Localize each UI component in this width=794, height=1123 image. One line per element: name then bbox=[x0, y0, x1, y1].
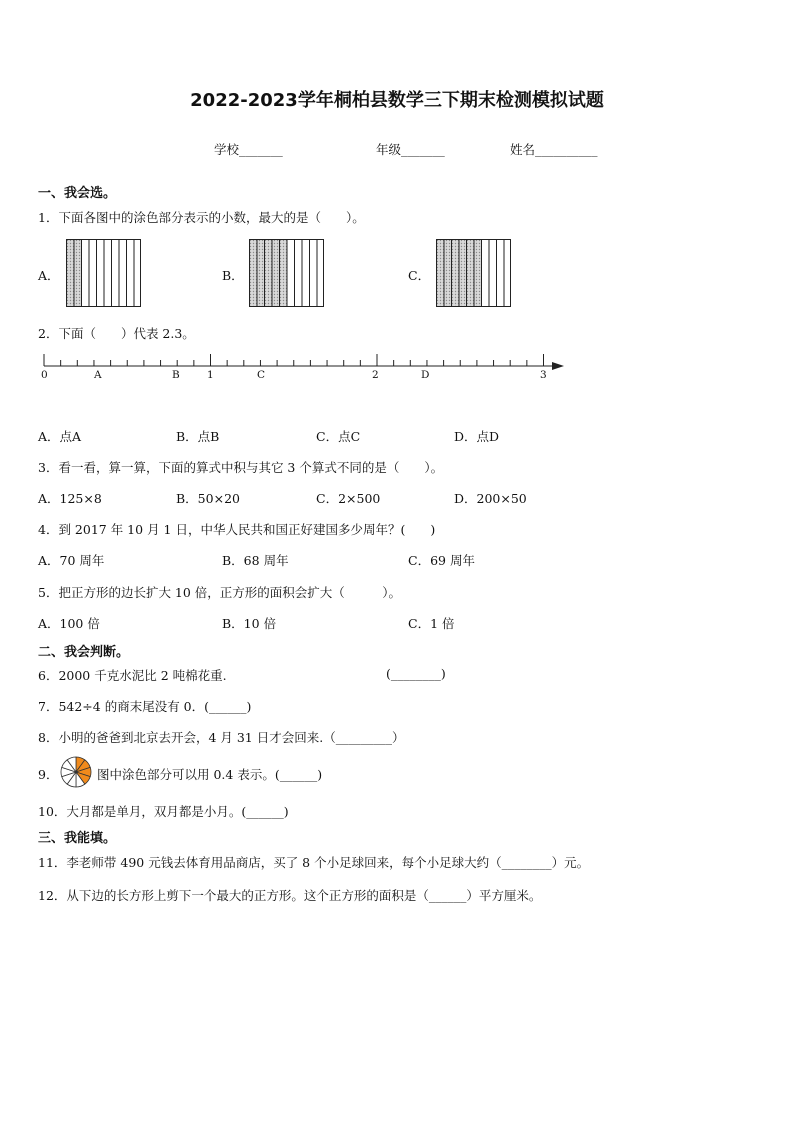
question-12: 12．从下边的长方形上剪下一个最大的正方形。这个正方形的面积是（______）平方厘米。 bbox=[38, 888, 542, 903]
name-field: 姓名__________ bbox=[510, 142, 598, 157]
q4-option-b: B．68 周年 bbox=[222, 553, 289, 568]
q3-option-b: B．50×20 bbox=[176, 491, 240, 506]
question-1: 1．下面各图中的涂色部分表示的小数，最大的是（ ）。 bbox=[38, 210, 365, 225]
question-9: 图中涂色部分可以用 0.4 表示。(______) bbox=[97, 767, 323, 782]
section-heading-judge: 二、我会判断。 bbox=[38, 645, 130, 660]
q3-option-c: C．2×500 bbox=[316, 491, 381, 506]
nl-label-c: C bbox=[257, 369, 266, 381]
nl-label-a: A bbox=[94, 369, 102, 381]
section-heading-choose: 一、我会选。 bbox=[38, 186, 117, 201]
q9-pie-figure bbox=[59, 755, 93, 789]
question-2: 2．下面（ ）代表 2.3。 bbox=[38, 326, 195, 341]
q2-option-b: B．点B bbox=[176, 429, 220, 444]
question-3: 3．看一看，算一算，下面的算式中积与其它 3 个算式不同的是（ ）。 bbox=[38, 460, 444, 475]
question-9-number: 9． bbox=[38, 767, 59, 782]
question-4: 4．到 2017 年 10 月 1 日，中华人民共和国正好建国多少周年？( ) bbox=[38, 522, 436, 537]
q1-option-a: A． bbox=[38, 268, 60, 283]
q1-figure-c bbox=[436, 239, 512, 307]
school-field: 学校_______ bbox=[214, 142, 283, 157]
q6-answer-blank[interactable]: (________) bbox=[386, 666, 446, 681]
q3-option-a: A．125×8 bbox=[38, 491, 102, 506]
q2-option-d: D．点D bbox=[454, 429, 500, 444]
nl-label-0: 0 bbox=[41, 369, 48, 381]
q5-option-a: A．100 倍 bbox=[38, 616, 100, 631]
nl-label-3: 3 bbox=[540, 369, 547, 381]
grade-field: 年级_______ bbox=[376, 142, 445, 157]
q1-option-b: B． bbox=[222, 268, 244, 283]
question-8: 8．小明的爸爸到北京去开会，4 月 31 日才会回来.（_________） bbox=[38, 730, 405, 745]
q3-option-d: D．200×50 bbox=[454, 491, 527, 506]
question-10: 10．大月都是单月，双月都是小月。(______) bbox=[38, 804, 289, 819]
nl-label-1: 1 bbox=[207, 369, 214, 381]
nl-label-d: D bbox=[421, 369, 430, 381]
q2-number-line bbox=[30, 348, 570, 384]
page-title: 2022-2023学年桐柏县数学三下期末检测模拟试题 bbox=[190, 90, 604, 111]
q4-option-c: C．69 周年 bbox=[408, 553, 475, 568]
q1-option-c: C． bbox=[408, 268, 431, 283]
section-heading-fill: 三、我能填。 bbox=[38, 831, 117, 846]
q2-option-a: A．点A bbox=[38, 429, 82, 444]
nl-label-b: B bbox=[172, 369, 180, 381]
q2-option-c: C．点C bbox=[316, 429, 361, 444]
question-11: 11．李老师带 490 元钱去体育用品商店，买了 8 个小足球回来，每个小足球大约（________）元。 bbox=[38, 855, 590, 870]
question-5: 5．把正方形的边长扩大 10 倍，正方形的面积会扩大（ ）。 bbox=[38, 585, 402, 600]
q1-figure-a bbox=[66, 239, 142, 307]
q5-option-b: B．10 倍 bbox=[222, 616, 277, 631]
q4-option-a: A．70 周年 bbox=[38, 553, 105, 568]
q5-option-c: C．1 倍 bbox=[408, 616, 455, 631]
question-7: 7．542÷4 的商末尾没有 0．(______) bbox=[38, 699, 252, 714]
nl-label-2: 2 bbox=[372, 369, 379, 381]
q1-figure-b bbox=[249, 239, 325, 307]
question-6: 6．2000 千克水泥比 2 吨棉花重. bbox=[38, 668, 227, 683]
